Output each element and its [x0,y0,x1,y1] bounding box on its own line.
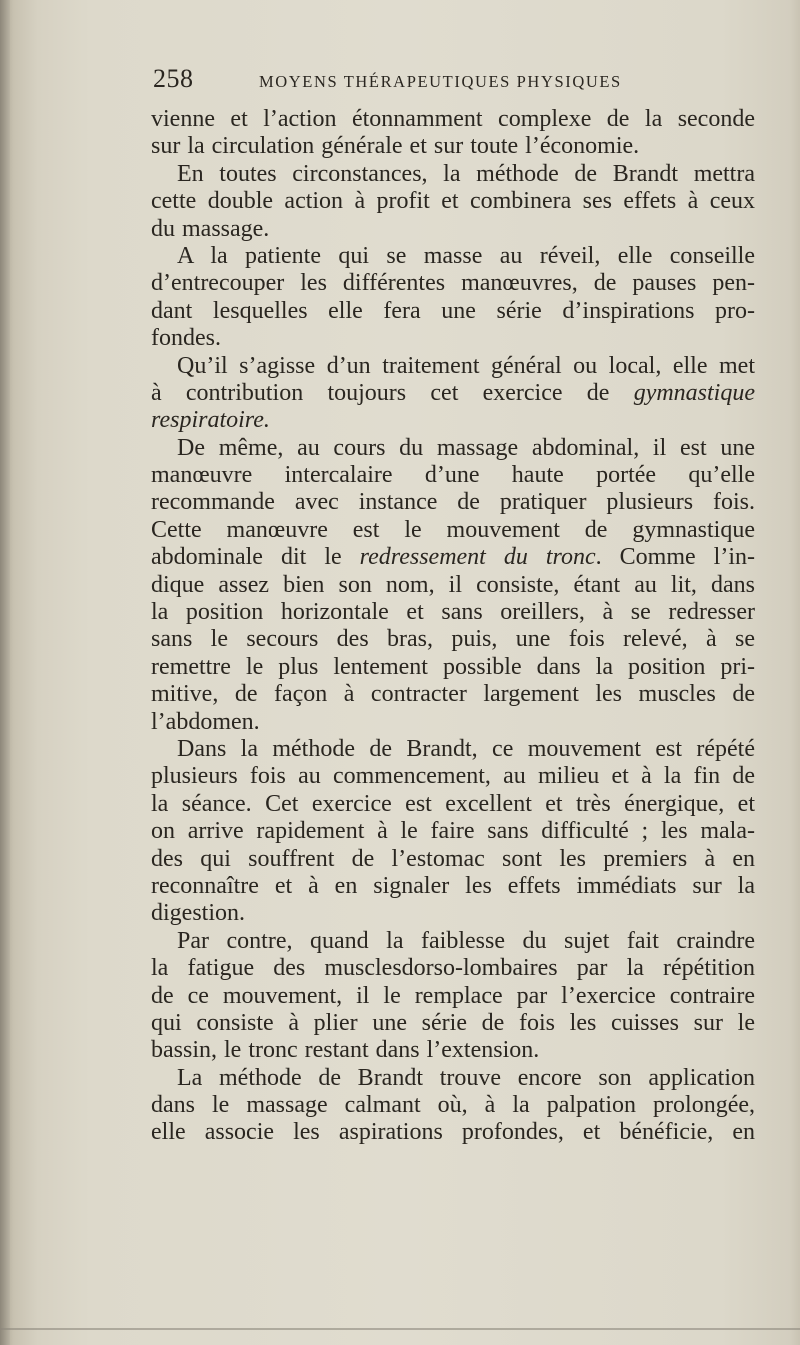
text-line: on arrive rapidement à le faire sans difficulté ; les mala- [151,818,755,845]
text-line: remettre le plus lentement possible dans la position pri- [151,653,755,680]
text-line: du massage. [151,215,270,242]
text-line: Par contre, quand la faiblesse du sujet fait craindre [177,927,755,954]
text-line: à contribution toujours cet exercice de gymnastique [151,379,755,406]
text-line: d’entrecouper les différentes manœuvres, de pauses pen- [151,270,755,297]
text-line: elle associe les aspirations profondes, et bénéficie, en [151,1119,755,1146]
page-binding-edge [0,0,10,1345]
text-line: vienne et l’action étonnamment complexe de la seconde [151,106,755,132]
text-line: dique assez bien son nom, il consiste, étant au lit, dans [151,571,755,598]
text-line: sur la circulation générale et sur toute l’économie. [151,133,640,160]
text-line: reconnaître et à en signaler les effets immédiats sur la [151,872,755,899]
body-text [151,106,755,1147]
text-line: Dans la méthode de Brandt, ce mouvement est répété [177,735,755,762]
text-line [151,407,755,434]
text-line: la séance. Cet exercice est excellent et très énergique, et [151,790,755,817]
text-line: qui consiste à plier une série de fois les cuisses sur le [151,1009,755,1036]
text-line: dant lesquelles elle fera une série d’inspirations pro- [151,297,755,324]
text-line: En toutes circonstances, la méthode de Brandt mettra [177,160,755,187]
text-line: cette double action à profit et combinera ses effets à ceux [151,188,755,215]
italic-term: gymnastique [633,379,755,406]
text-line: Qu’il s’agisse d’un traitement général ou local, elle met [177,352,755,379]
text-line: abdominale dit le redressement du tronc. Comme l’in- [151,544,755,571]
text-line: la position horizontale et sans oreillers, à se redresser [151,599,755,626]
text-line: La méthode de Brandt trouve encore son application [177,1064,755,1091]
text-line: Cette manœuvre est le mouvement de gymnastique [151,516,755,543]
text-line: manœuvre intercalaire d’une haute portée qu’elle [151,462,755,489]
text-line: A la patiente qui se masse au réveil, elle conseille [177,242,755,269]
text-line: digestion. [151,900,245,927]
text-line: recommande avec instance de pratiquer plusieurs fois. [151,489,755,516]
text-line: l’abdomen. [151,708,260,735]
text-line: dans le massage calmant où, à la palpation prolongée, [151,1092,755,1119]
text-line: De même, au cours du massage abdominal, il est une [177,434,755,461]
text-line: de ce mouvement, il le remplace par l’exercice contraire [151,982,755,1009]
text-line: mitive, de façon à contracter largement les muscles de [151,681,755,708]
text-line: la fatigue des musclesdorso-lombaires par la répétition [151,955,755,982]
italic-term: respiratoire. [151,407,270,434]
text-line: bassin, le tronc restant dans l’extension. [151,1037,540,1064]
running-title: MOYENS THÉRAPEUTIQUES PHYSIQUES [259,72,622,91]
italic-term: redressement du tronc [359,544,596,571]
page-header [153,64,753,96]
text-line: fondes. [151,325,221,352]
page-number: 258 [153,64,194,93]
text-line: plusieurs fois au commencement, au milieu et à la fin de [151,763,755,790]
text-line: sans le secours des bras, puis, une fois relevé, à se [151,626,755,653]
page-bottom-edge [0,1328,800,1330]
text-line: des qui souffrent de l’estomac sont les premiers à en [151,845,755,872]
